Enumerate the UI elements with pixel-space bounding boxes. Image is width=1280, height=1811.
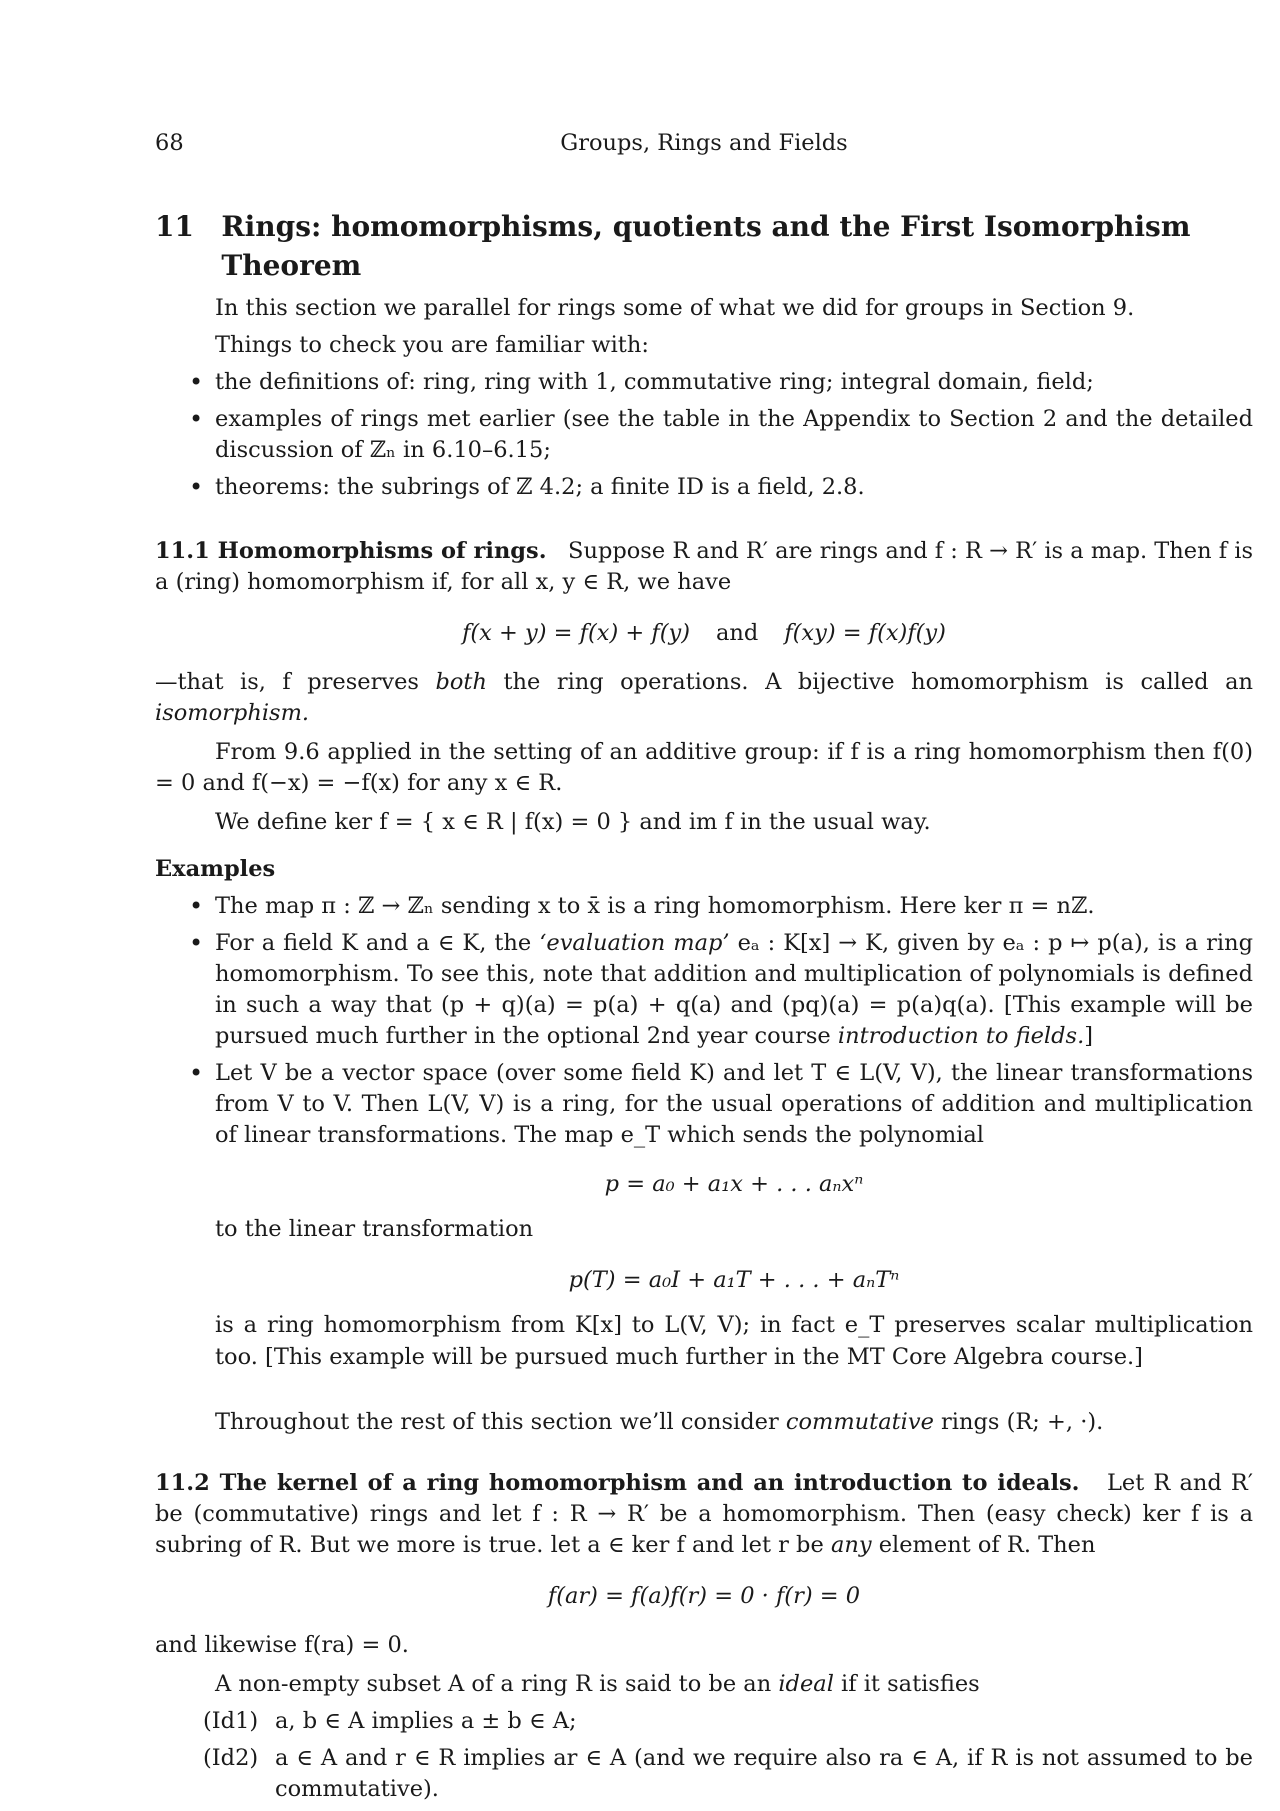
polynomial-equation <box>215 1169 1253 1200</box>
likewise-text: and likewise f(ra) = 0. <box>155 1631 409 1658</box>
subsection-11-1-lead <box>155 536 1253 598</box>
homomorphism-equation <box>155 618 1253 649</box>
section-title: Rings: homomorphisms, quotients and the First Isomorphism Theorem <box>221 210 1191 282</box>
condition-label: (Id1) <box>203 1707 259 1734</box>
page <box>155 120 1253 1805</box>
subsection-11-2-lead <box>155 1468 1253 1561</box>
ideal-pre: A non-empty subset A of a ring R is said to be an <box>215 1670 779 1697</box>
commutative-note <box>155 1407 1253 1438</box>
section-intro: In this section we parallel for rings some of what we did for groups in Section 9. <box>215 295 1135 322</box>
equation-and: and <box>716 619 759 646</box>
check-text: Things to check you are familiar with: <box>215 332 649 359</box>
list-item: • the definitions of: ring, ring with 1, commutative ring; integral domain, field; <box>215 367 1253 398</box>
p-of-T: p(T) = a₀I + a₁T + . . . + aₙTⁿ <box>568 1267 900 1294</box>
s11-2-text-a: Let R and R′ be (commutative) rings and let f : R → R′ be a homomorphism. Then (easy check) ker f is a subring of R. But we more is true. let a ∈ ker f and let r be <box>155 1469 1253 1558</box>
ideal-post: if it satisfies <box>833 1670 980 1697</box>
preserves-text <box>155 667 1253 729</box>
ex2-text-b: eₐ : K[x] → K, given by eₐ : p ↦ p(a), is a ring homomorphism. To see this, note that addition and multiplication of polynomials is defined in such a way that (p + q)(a) = p(a) + q(a) and (pq)(a) = p(a)q(a). [This example will be pursued much further in the optional 2nd year course <box>215 930 1253 1050</box>
list-item: • examples of rings met earlier (see the table in the Appendix to Section 2 and the detailed discussion of ℤₙ in 6.10–6.15; <box>215 404 1253 466</box>
ideal-definition <box>155 1669 1253 1700</box>
examples-heading: Examples <box>155 855 276 882</box>
page-number: 68 <box>155 130 184 156</box>
to-linear-text: to the linear transformation <box>215 1216 534 1243</box>
section-intro-block <box>155 293 1253 361</box>
ex2-text-a: For a field K and a ∈ K, the <box>215 930 540 956</box>
subsection-11-1-heading: 11.1 Homomorphisms of rings. <box>155 537 547 564</box>
familiar-list <box>155 367 1253 503</box>
running-title: Groups, Rings and Fields <box>560 130 848 156</box>
section-number: 11 <box>155 210 194 243</box>
ex2-text-c: ] <box>1084 1023 1094 1050</box>
subsection-11-1-text: Suppose R and R′ are rings and f : R → R′ is a map. Then f is a (ring) homomorphism if, for all x, y ∈ R, we have <box>155 537 1253 595</box>
page-header <box>155 120 1253 160</box>
list-item <box>215 1058 1253 1372</box>
list-item: • The map π : ℤ → ℤₙ sending x to x̄ is a ring homomorphism. Here ker π = nℤ. <box>215 891 1253 922</box>
any-term: any <box>830 1531 872 1558</box>
equation-additive: f(x + y) = f(x) + f(y) <box>462 619 690 646</box>
preserves-pre: —that is, f preserves <box>155 668 436 695</box>
ideal-condition-2 <box>155 1743 1253 1805</box>
list-item <box>215 928 1253 1052</box>
kernel-equation <box>155 1581 1253 1612</box>
commutative-term: commutative <box>785 1408 934 1435</box>
equation-multiplicative: f(xy) = f(x)f(y) <box>784 619 946 646</box>
pT-equation <box>215 1265 1253 1296</box>
condition-label: (Id2) <box>203 1744 259 1771</box>
section-heading <box>155 208 1253 285</box>
commutative-pre: Throughout the rest of this section we’ll consider <box>215 1408 786 1435</box>
kernel-definition: We define ker f = { x ∈ R | f(x) = 0 } and im f in the usual way. <box>215 808 931 835</box>
ex3-text: Let V be a vector space (over some field K) and let T ∈ L(V, V), the linear transformations from V to V. Then L(V, V) is a ring, for the usual operations of addition and multiplication of linear transformations. The map e_T which sends the polynomial <box>215 1060 1253 1149</box>
isomorphism-term: isomorphism. <box>155 699 310 726</box>
ideal-condition-1 <box>155 1706 1253 1737</box>
condition-text: a ∈ A and r ∈ R implies ar ∈ A (and we require also ra ∈ A, if R is not assumed to be commutative). <box>275 1744 1253 1802</box>
list-item: • theorems: the subrings of ℤ 4.2; a finite ID is a field, 2.8. <box>215 472 1253 503</box>
course-name: introduction to fields. <box>837 1023 1085 1050</box>
preserves-mid: the ring operations. A bijective homomorphism is called an <box>486 668 1253 695</box>
s11-2-text-b: element of R. Then <box>871 1531 1096 1558</box>
ideal-term: ideal <box>778 1670 834 1697</box>
ex3-end-text: is a ring homomorphism from K[x] to L(V, V); in fact e_T preserves scalar multiplication too. [This example will be pursued much further in the MT Core Algebra course.] <box>215 1312 1253 1370</box>
subsection-11-2-heading: 11.2 The kernel of a ring homomorphism and an introduction to ideals. <box>155 1469 1080 1496</box>
commutative-post: rings (R; +, ·). <box>933 1408 1104 1435</box>
examples-list <box>155 891 1253 1373</box>
kernel-calc: f(ar) = f(a)f(r) = 0 · f(r) = 0 <box>547 1582 861 1609</box>
condition-text: a, b ∈ A implies a ± b ∈ A; <box>275 1707 577 1734</box>
preserves-both: both <box>435 668 487 695</box>
polynomial: p = a₀ + a₁x + . . . aₙxⁿ <box>604 1171 864 1198</box>
from-9-6-text: From 9.6 applied in the setting of an additive group: if f is a ring homomorphism then f(0) = 0 and f(−x) = −f(x) for any x ∈ R. <box>155 738 1253 796</box>
evaluation-map-term: ‘evaluation map’ <box>539 930 730 956</box>
